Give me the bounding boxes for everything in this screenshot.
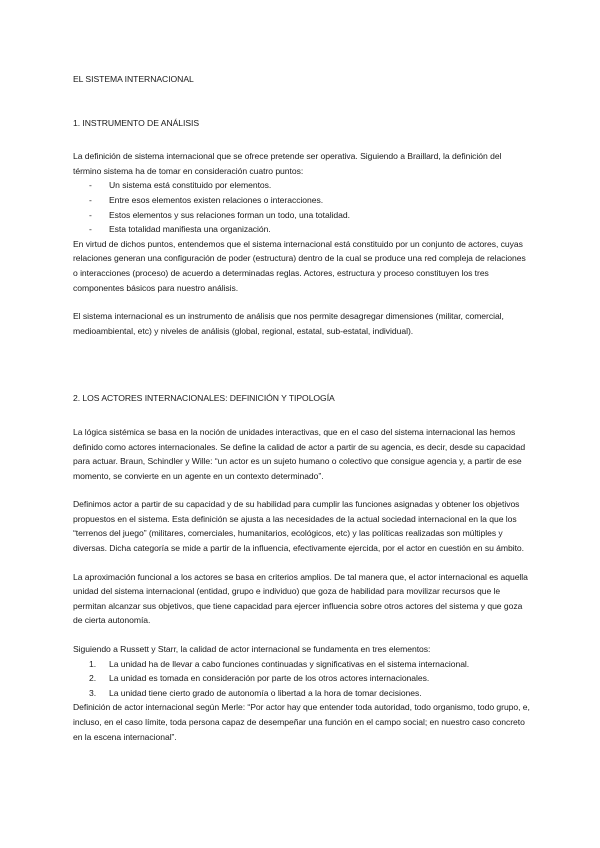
- list-item-text: La unidad tiene cierto grado de autonomía o libertad a la hora de tomar decisiones.: [109, 687, 422, 698]
- list-item-number: 3.: [89, 687, 97, 698]
- list-item: - Entre esos elementos existen relaciones o interacciones.: [73, 193, 530, 208]
- section-1-intro: La definición de sistema internacional que se ofrece pretende ser operativa. Siguiendo a Braillard, la definición del término sistema ha de tomar en consideración cuatro puntos:: [73, 151, 502, 176]
- section-1-paragraph-2: En virtud de dichos puntos, entendemos que el sistema internacional está constituido por un conjunto de actores, cuyas relaciones generan una configuración de poder (estructura) dentro de la cual se produce una red compleja de relaciones o interacciones (proceso) de acuerdo a determinadas reglas. Actores, estructura y proceso constituyen los tres componentes básicos para nuestro análisis.: [73, 238, 526, 293]
- section-2-paragraph-2: Definimos actor a partir de su capacidad y de su habilidad para cumplir las funciones asignadas y obtener los objetivos propuestos en el sistema. Esta definición se ajusta a las necesidades de la actual sociedad internacional en la que los “terrenos del juego” (militares, comerciales, humanitarios, ecológicos, etc) y las políticas realizadas son múltiples y diversas. Dicha categoría se mide a partir de la influencia, efectivamente ejercida, por el actor en cuestión en su ámbito.: [73, 499, 524, 554]
- list-item: [73, 686, 530, 701]
- list-item-text: La unidad es tomada en consideración por parte de los otros actores internacionales.: [109, 673, 430, 684]
- section-2-paragraph-3: La aproximación funcional a los actores se basa en criterios amplios. De tal manera que, el actor internacional es aquella unidad del sistema internacional (entidad, grupo e individuo) que goza de habilidad para movilizar recursos que le permitan alcanzar sus objetivos, que tiene capacidad para ejercer influencia sobre otros actores del sistema y que goza de cierta autonomía.: [73, 571, 528, 626]
- section-2-paragraph-4: Siguiendo a Russett y Starr, la calidad de actor internacional se fundamenta en tres elementos:: [73, 644, 431, 655]
- section-2-heading: 2. LOS ACTORES INTERNACIONALES: DEFINICIÓN Y TIPOLOGÍA: [73, 393, 335, 404]
- section-2-paragraph-1: La lógica sistémica se basa en la noción de unidades interactivas, que en el caso del sistema internacional las hemos definido como actores internacionales. Se define la calidad de actor a partir de su agencia, es decir, desde su capacidad para actuar. Braun, Schindler y Wille: “un actor es un sujeto humano o colectivo que consigue agencia y, a partir de ese momento, se convierte en un agente en un contexto determinado”.: [73, 426, 526, 481]
- list-item: - Un sistema está constituido por elementos.: [73, 178, 530, 193]
- section-2-paragraph-5: Definición de actor internacional según Merle: “Por actor hay que entender toda autoridad, todo organismo, todo grupo, e, incluso, en el caso límite, toda persona capaz de desempeñar una función en el campo social; en nuestro caso concreto en la escena internacional”.: [73, 702, 530, 742]
- list-item: - Esta totalidad manifiesta una organización.: [73, 222, 530, 237]
- actor-elements-list: [73, 657, 530, 701]
- list-item-number: 2.: [89, 673, 97, 684]
- list-item: - Estos elementos y sus relaciones forman un todo, una totalidad.: [73, 208, 530, 223]
- list-item: [73, 671, 530, 686]
- list-item-number: 1.: [89, 658, 97, 669]
- section-1-heading: 1. INSTRUMENTO DE ANÁLISIS: [73, 117, 200, 128]
- document-title: EL SISTEMA INTERNACIONAL: [73, 74, 194, 84]
- system-points-list: [73, 178, 530, 236]
- section-1-paragraph-3: El sistema internacional es un instrumento de análisis que nos permite desagregar dimensiones (militar, comercial, medioambiental, etc) y niveles de análisis (global, regional, estatal, sub-estatal, individual).: [73, 311, 504, 336]
- list-item-text: La unidad ha de llevar a cabo funciones continuadas y significativas en el sistema internacional.: [109, 658, 470, 669]
- list-item: [73, 657, 530, 672]
